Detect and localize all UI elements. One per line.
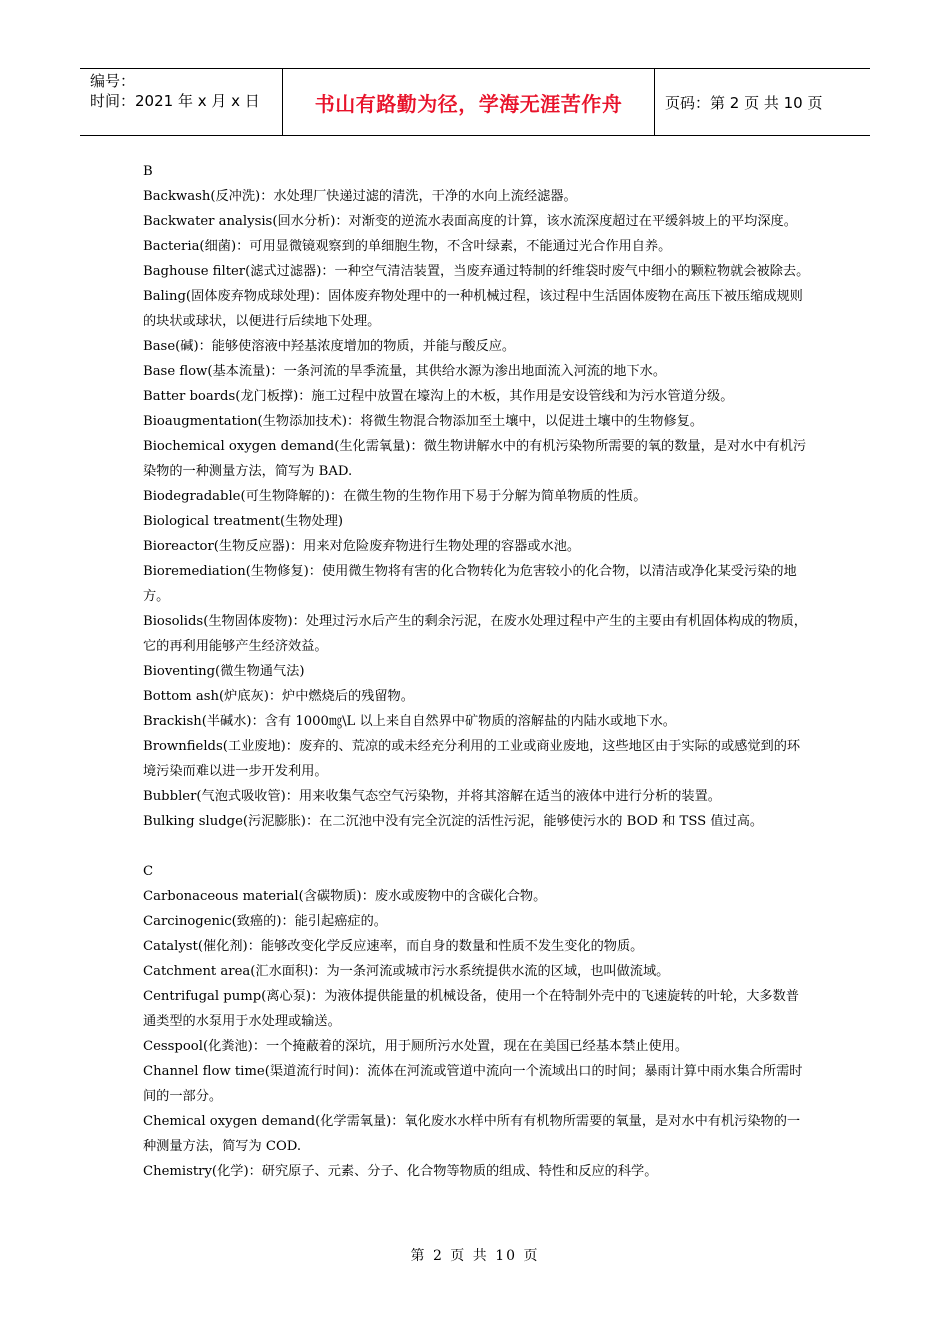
document-date: 时间：2021 年 x 月 x 日 [90, 92, 260, 110]
glossary-entry: Bioaugmentation(生物添加技术)：将微生物混合物添加至土壤中，以促进土壤中的生物修复。 [143, 414, 704, 429]
glossary-entry: Chemical oxygen demand(化学需氧量)：氧化废水水样中所有有机物所需要的氧量，是对水中有机污染物的一种测量方法，简写为 COD. [143, 1114, 801, 1154]
glossary-entry: Biological treatment(生物处理) [143, 514, 344, 529]
header-motto: 书山有路勤为径，学海无涯苦作舟 [283, 69, 655, 135]
page-footer: 第 2 页 共 10 页 [410, 1248, 540, 1264]
glossary-entry: Chemistry(化学)：研究原子、元素、分子、化合物等物质的组成、特性和反应的科学。 [143, 1164, 658, 1179]
glossary-entry: Biodegradable(可生物降解的)：在微生物的生物作用下易于分解为简单物质的性质。 [143, 489, 647, 504]
glossary-entry: Catalyst(催化剂)：能够改变化学反应速率，而自身的数量和性质不发生变化的物质。 [143, 939, 644, 954]
glossary-entry: Catchment area(汇水面积)：为一条河流或城市污水系统提供水流的区域，也叫做流域。 [143, 964, 670, 979]
glossary-entry: Baling(固体废弃物成球处理)：固体废弃物处理中的一种机械过程，该过程中生活固体废物在高压下被压缩成规则的块状或球状，以便进行后续地下处理。 [143, 289, 803, 329]
glossary-entry: Cesspool(化粪池)：一个掩蔽着的深坑，用于厕所污水处置，现在在美国已经基本禁止使用。 [143, 1039, 689, 1054]
glossary-entry: Brownfields(工业废地)：废弃的、荒凉的或未经充分利用的工业或商业废地，这些地区由于实际的或感觉到的环境污染而难以进一步开发利用。 [143, 739, 801, 779]
glossary-entry: Backwash(反冲洗)：水处理厂快递过滤的清洗，干净的水向上流经滤器。 [143, 189, 577, 204]
glossary-entry: Batter boards(龙门板撑)：施工过程中放置在壕沟上的木板，其作用是安设管线和为污水管道分级。 [143, 389, 734, 404]
page-header [80, 68, 870, 136]
glossary-entry: Bioremediation(生物修复)：使用微生物将有害的化合物转化为危害较小的化合物，以清洁或净化某受污染的地方。 [143, 564, 797, 604]
glossary-entry: Carcinogenic(致癌的)：能引起癌症的。 [143, 914, 387, 929]
section-letter-c: C [143, 864, 154, 879]
document-number-label: 编号： [90, 72, 136, 90]
glossary-entry: Biochemical oxygen demand(生化需氧量)：微生物讲解水中的有机污染物所需要的氧的数量，是对水中有机污染物的一种测量方法，简写为 BAD. [143, 439, 807, 479]
glossary-entry: Bottom ash(炉底灰)：炉中燃烧后的残留物。 [143, 689, 414, 704]
glossary-entry: Channel flow time(渠道流行时间)：流体在河流或管道中流向一个流域出口的时间；暴雨计算中雨水集合所需时间的一部分。 [143, 1064, 803, 1104]
glossary-entry: Bioventing(微生物通气法) [143, 664, 305, 679]
glossary-content [143, 159, 811, 1184]
glossary-entry: Bacteria(细菌)：可用显微镜观察到的单细胞生物，不含叶绿素，不能通过光合作用自养。 [143, 239, 672, 254]
glossary-entry: Carbonaceous material(含碳物质)：废水或废物中的含碳化合物。 [143, 889, 547, 904]
glossary-entry: Bubbler(气泡式吸收管)：用来收集气态空气污染物，并将其溶解在适当的液体中进行分析的装置。 [143, 789, 721, 804]
glossary-entry: Base flow(基本流量)：一条河流的旱季流量，其供给水源为渗出地面流入河流的地下水。 [143, 364, 667, 379]
glossary-entry: Centrifugal pump(离心泵)：为液体提供能量的机械设备，使用一个在特制外壳中的飞速旋转的叶轮，大多数普通类型的水泵用于水处理或输送。 [143, 989, 799, 1029]
section-spacer [143, 834, 811, 859]
section-letter-b: B [143, 164, 153, 179]
glossary-entry: Base(碱)：能够使溶液中羟基浓度增加的物质，并能与酸反应。 [143, 339, 516, 354]
glossary-entry: Backwater analysis(回水分析)：对渐变的逆流水表面高度的计算，该水流深度超过在平缓斜坡上的平均深度。 [143, 214, 797, 229]
glossary-entry: Baghouse filter(滤式过滤器)：一种空气清洁装置，当废弃通过特制的纤维袋时废气中细小的颗粒物就会被除去。 [143, 264, 810, 279]
glossary-entry: Bulking sludge(污泥膨胀)：在二沉池中没有完全沉淀的活性污泥，能够使污水的 BOD 和 TSS 值过高。 [143, 814, 764, 829]
glossary-entry: Biosolids(生物固体废物)：处理过污水后产生的剩余污泥，在废水处理过程中产生的主要由有机固体构成的物质，它的再利用能够产生经济效益。 [143, 614, 807, 654]
glossary-entry: Brackish(半碱水)：含有 1000㎎\L 以上来自自然界中矿物质的溶解盐的内陆水或地下水。 [143, 714, 676, 729]
header-meta [80, 69, 283, 135]
glossary-entry: Bioreactor(生物反应器)：用来对危险废弃物进行生物处理的容器或水池。 [143, 539, 581, 554]
header-page-info: 页码：第 2 页 共 10 页 [665, 93, 823, 112]
